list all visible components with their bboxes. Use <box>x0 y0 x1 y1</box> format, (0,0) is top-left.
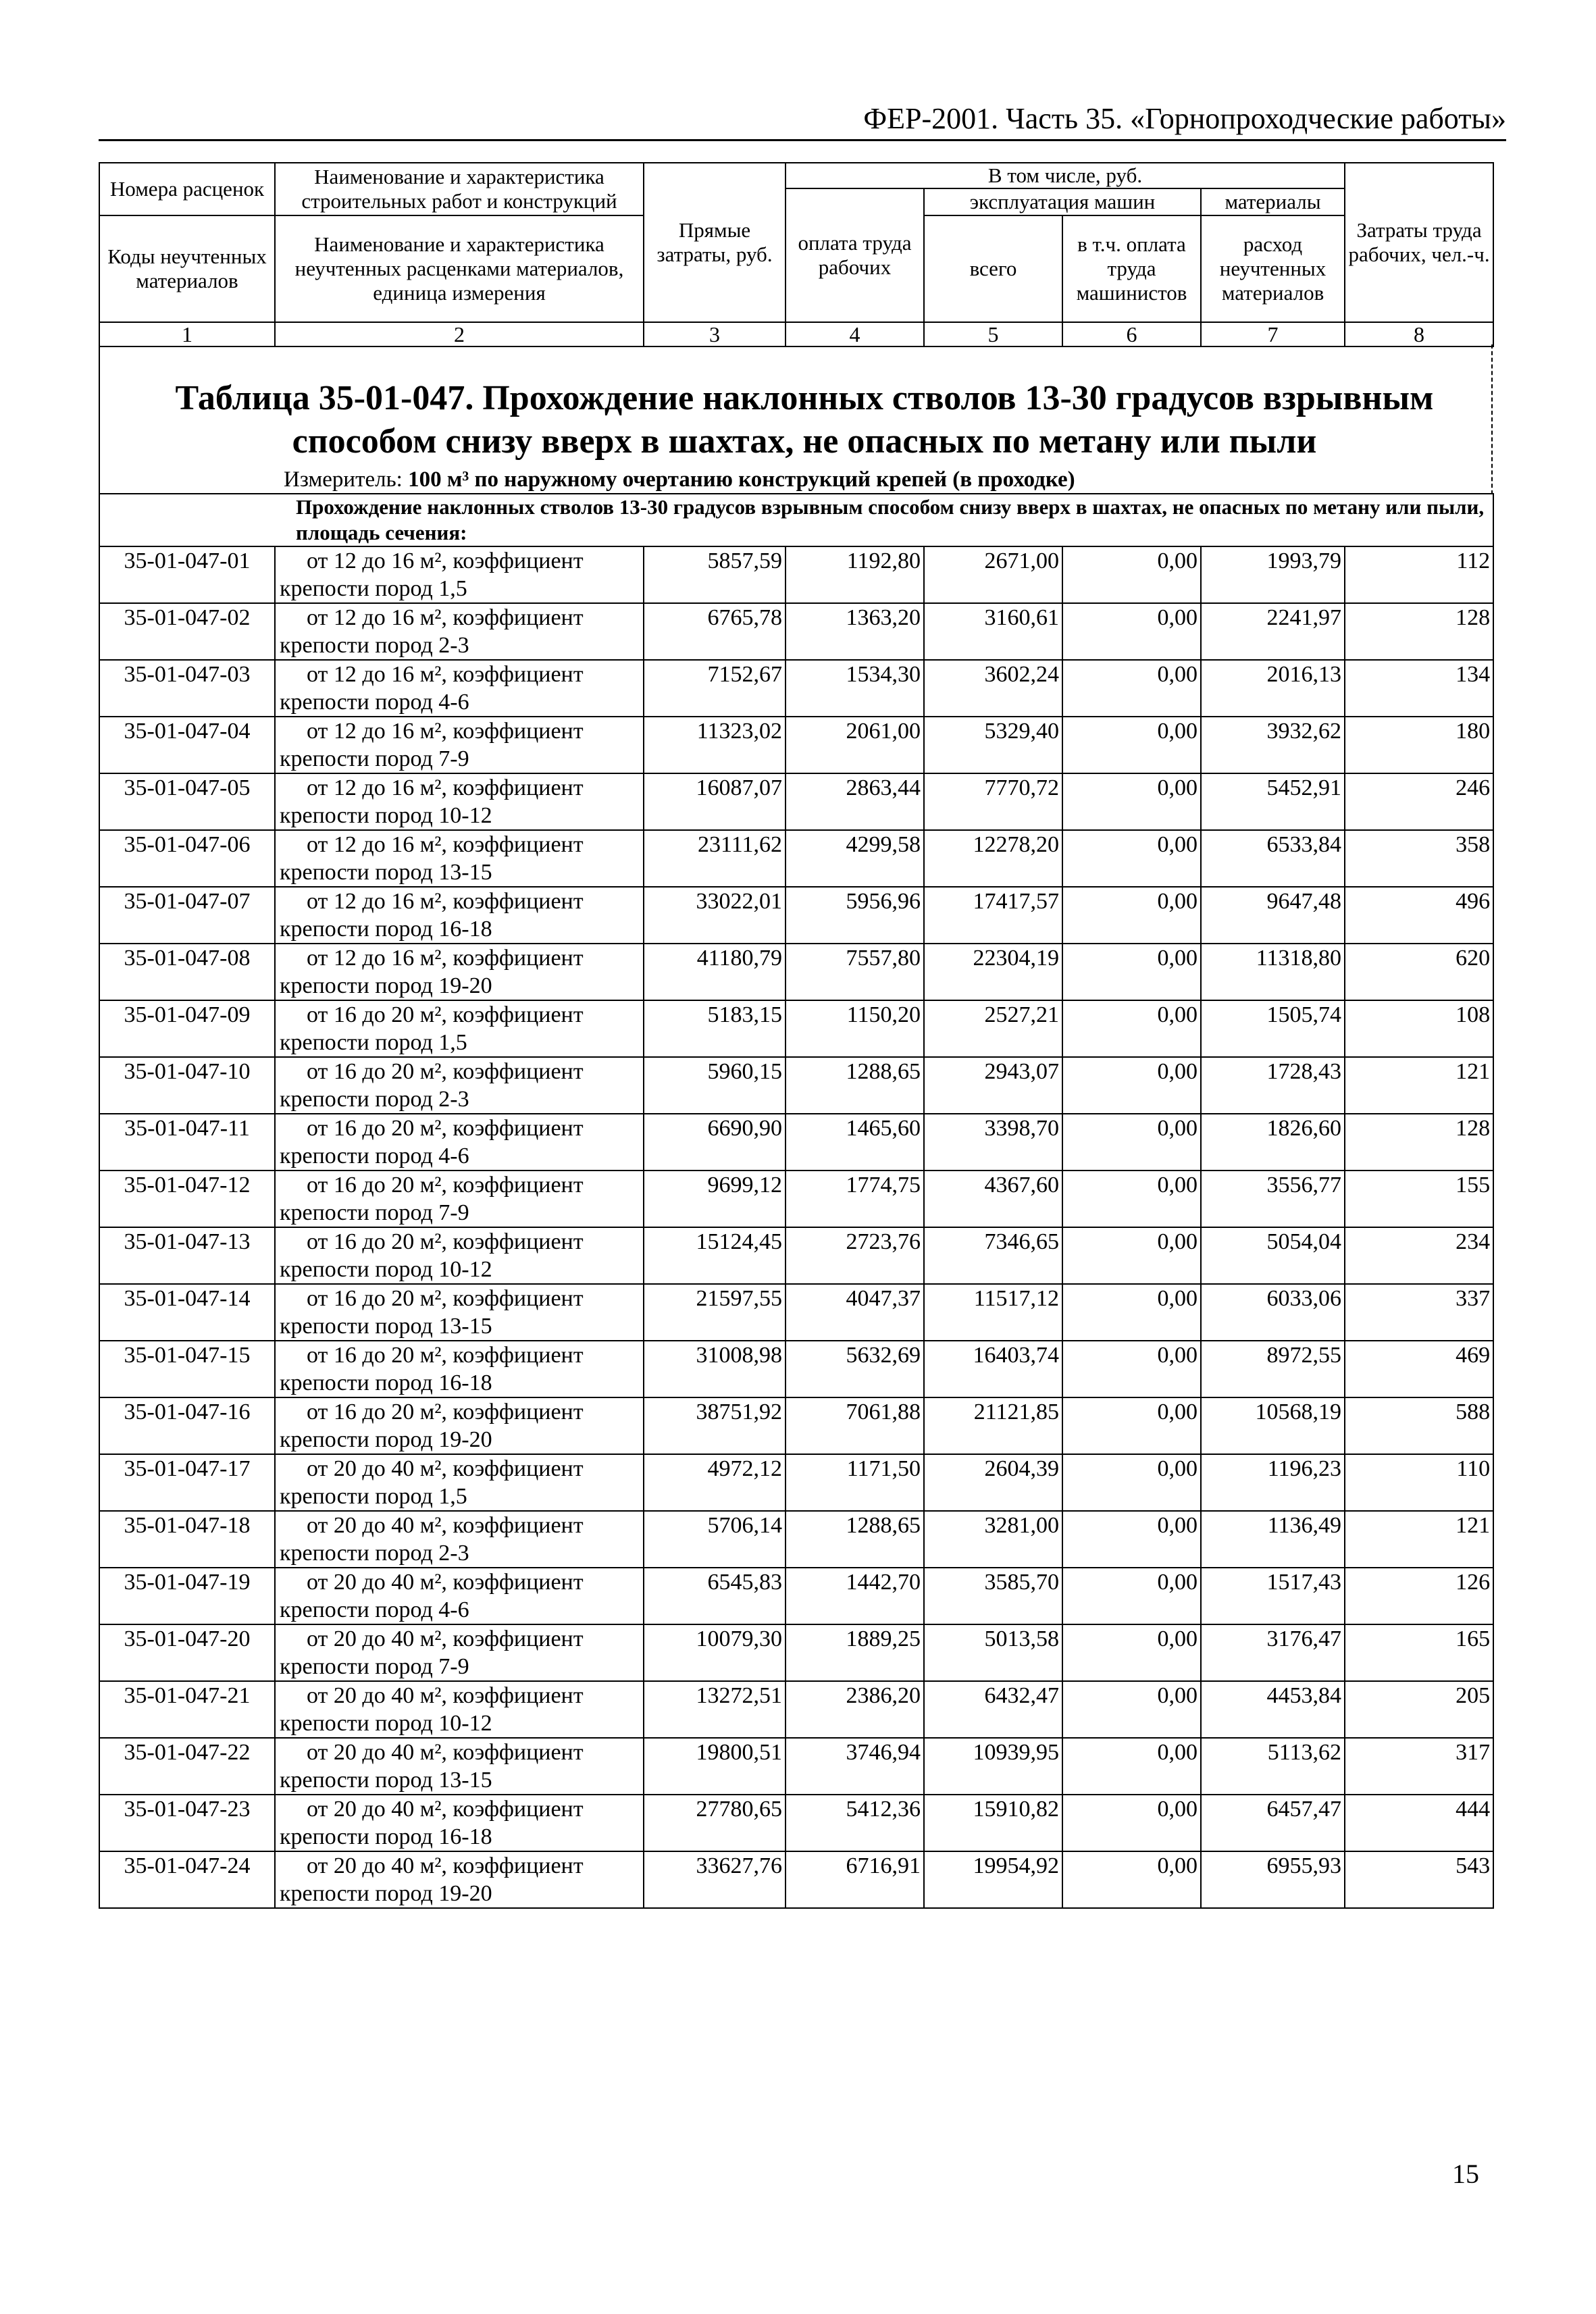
col-number: 2 <box>275 322 644 346</box>
description-line-2: крепости пород 7-9 <box>280 1200 469 1225</box>
col-number: 3 <box>644 322 786 346</box>
table-row <box>99 1341 1493 1397</box>
labor-hours-value: 620 <box>1345 944 1493 1000</box>
description-line-1: от 12 до 16 м², коэффициент <box>307 775 584 800</box>
materials-value: 5054,04 <box>1201 1227 1345 1284</box>
materials-value: 1728,43 <box>1201 1057 1345 1114</box>
rate-description <box>275 1738 644 1795</box>
labor-hours-value: 205 <box>1345 1681 1493 1738</box>
table-row <box>99 1851 1493 1908</box>
description-line-1: от 16 до 20 м², коэффициент <box>307 1059 584 1084</box>
machines-total-value: 16403,74 <box>924 1341 1062 1397</box>
table-row <box>99 660 1493 717</box>
rates-table <box>99 493 1494 1909</box>
labor-pay-value: 5632,69 <box>786 1341 924 1397</box>
header-machines-total: всего <box>924 215 1062 322</box>
description-line-1: от 16 до 20 м², коэффициент <box>307 1229 584 1254</box>
meter-line <box>284 466 1075 493</box>
materials-value: 5113,62 <box>1201 1738 1345 1795</box>
labor-hours-value: 121 <box>1345 1057 1493 1114</box>
labor-hours-value: 317 <box>1345 1738 1493 1795</box>
rate-description <box>275 1511 644 1568</box>
rate-code: 35-01-047-19 <box>99 1568 275 1624</box>
labor-hours-value: 337 <box>1345 1284 1493 1341</box>
direct-costs-value: 7152,67 <box>644 660 786 717</box>
materials-value: 10568,19 <box>1201 1397 1345 1454</box>
header-rule <box>99 139 1506 141</box>
rate-description <box>275 1171 644 1227</box>
machines-total-value: 15910,82 <box>924 1795 1062 1851</box>
labor-pay-value: 1774,75 <box>786 1171 924 1227</box>
labor-hours-value: 543 <box>1345 1851 1493 1908</box>
rate-code: 35-01-047-10 <box>99 1057 275 1114</box>
direct-costs-value: 33022,01 <box>644 887 786 944</box>
rate-description <box>275 1454 644 1511</box>
materials-value: 1196,23 <box>1201 1454 1345 1511</box>
rate-description <box>275 887 644 944</box>
materials-value: 5452,91 <box>1201 773 1345 830</box>
labor-pay-value: 1288,65 <box>786 1057 924 1114</box>
direct-costs-value: 21597,55 <box>644 1284 786 1341</box>
table-row <box>99 1681 1493 1738</box>
page-number: 15 <box>1452 2159 1479 2189</box>
rate-code: 35-01-047-20 <box>99 1624 275 1681</box>
header-material-names: Наименование и характеристика неучтенных расценками материалов, единица измерения <box>275 215 644 322</box>
labor-hours-value: 128 <box>1345 603 1493 660</box>
rate-description <box>275 1057 644 1114</box>
labor-hours-value: 108 <box>1345 1000 1493 1057</box>
rate-code: 35-01-047-14 <box>99 1284 275 1341</box>
description-line-1: от 20 до 40 м², коэффициент <box>307 1683 584 1708</box>
direct-costs-value: 11323,02 <box>644 717 786 773</box>
machinists-pay-value: 0,00 <box>1062 603 1201 660</box>
rate-description <box>275 1851 644 1908</box>
description-line-2: крепости пород 2-3 <box>280 633 469 658</box>
machinists-pay-value: 0,00 <box>1062 773 1201 830</box>
labor-pay-value: 2723,76 <box>786 1227 924 1284</box>
labor-pay-value: 1534,30 <box>786 660 924 717</box>
machinists-pay-value: 0,00 <box>1062 1681 1201 1738</box>
rate-code: 35-01-047-17 <box>99 1454 275 1511</box>
labor-hours-value: 126 <box>1345 1568 1493 1624</box>
labor-hours-value: 588 <box>1345 1397 1493 1454</box>
machinists-pay-value: 0,00 <box>1062 1114 1201 1171</box>
table-row <box>99 1171 1493 1227</box>
header-material-codes: Коды неучтенных материалов <box>99 215 275 322</box>
direct-costs-value: 5706,14 <box>644 1511 786 1568</box>
machinists-pay-value: 0,00 <box>1062 1795 1201 1851</box>
labor-pay-value: 1150,20 <box>786 1000 924 1057</box>
description-line-2: крепости пород 13-15 <box>280 1768 492 1793</box>
description-line-1: от 20 до 40 м², коэффициент <box>307 1740 584 1765</box>
machines-total-value: 2943,07 <box>924 1057 1062 1114</box>
description-line-2: крепости пород 7-9 <box>280 746 469 771</box>
rate-code: 35-01-047-24 <box>99 1851 275 1908</box>
machines-total-value: 2671,00 <box>924 546 1062 603</box>
labor-pay-value: 7557,80 <box>786 944 924 1000</box>
direct-costs-value: 33627,76 <box>644 1851 786 1908</box>
section-heading: Прохождение наклонных стволов 13-30 градусов взрывным способом снизу вверх в шахтах, не опасных по метану или пыли, площадь сечения: <box>99 494 1493 546</box>
rate-code: 35-01-047-03 <box>99 660 275 717</box>
rate-code: 35-01-047-23 <box>99 1795 275 1851</box>
materials-value: 6533,84 <box>1201 830 1345 887</box>
machines-total-value: 22304,19 <box>924 944 1062 1000</box>
table-row <box>99 1114 1493 1171</box>
direct-costs-value: 13272,51 <box>644 1681 786 1738</box>
description-line-1: от 12 до 16 м², коэффициент <box>307 946 584 971</box>
table-row <box>99 546 1493 603</box>
header-including: В том числе, руб. <box>786 163 1345 188</box>
labor-pay-value: 1363,20 <box>786 603 924 660</box>
table-row <box>99 1227 1493 1284</box>
description-line-2: крепости пород 19-20 <box>280 1427 492 1452</box>
machines-total-value: 4367,60 <box>924 1171 1062 1227</box>
header-machines: эксплуатация машин <box>924 188 1201 215</box>
description-line-2: крепости пород 16-18 <box>280 1370 492 1395</box>
header-materials-consumption: расход неучтенных материалов <box>1201 215 1345 322</box>
description-line-2: крепости пород 10-12 <box>280 803 492 828</box>
table-row <box>99 1795 1493 1851</box>
labor-hours-value: 165 <box>1345 1624 1493 1681</box>
description-line-2: крепости пород 10-12 <box>280 1257 492 1282</box>
description-line-1: от 12 до 16 м², коэффициент <box>307 889 584 914</box>
table-title: Таблица 35-01-047. Прохождение наклонных стволов 13-30 градусов взрывным способом снизу вверх в шахтах, не опасных по метану или пыли <box>175 379 1434 461</box>
description-line-2: крепости пород 2-3 <box>280 1087 469 1112</box>
materials-value: 3932,62 <box>1201 717 1345 773</box>
direct-costs-value: 19800,51 <box>644 1738 786 1795</box>
rate-description <box>275 830 644 887</box>
labor-hours-value: 110 <box>1345 1454 1493 1511</box>
table-row <box>99 773 1493 830</box>
labor-pay-value: 2386,20 <box>786 1681 924 1738</box>
machines-total-value: 19954,92 <box>924 1851 1062 1908</box>
description-line-1: от 12 до 16 м², коэффициент <box>307 719 584 744</box>
rate-code: 35-01-047-07 <box>99 887 275 944</box>
machinists-pay-value: 0,00 <box>1062 1511 1201 1568</box>
table-row <box>99 1454 1493 1511</box>
rate-description <box>275 717 644 773</box>
table-row <box>99 1057 1493 1114</box>
rate-code: 35-01-047-11 <box>99 1114 275 1171</box>
labor-hours-value: 128 <box>1345 1114 1493 1171</box>
description-line-1: от 16 до 20 м², коэффициент <box>307 1343 584 1368</box>
labor-pay-value: 5412,36 <box>786 1795 924 1851</box>
machines-total-value: 3160,61 <box>924 603 1062 660</box>
machinists-pay-value: 0,00 <box>1062 717 1201 773</box>
description-line-2: крепости пород 19-20 <box>280 1881 492 1906</box>
description-line-1: от 16 до 20 м², коэффициент <box>307 1002 584 1027</box>
description-line-1: от 16 до 20 м², коэффициент <box>307 1286 584 1311</box>
description-line-1: от 20 до 40 м², коэффициент <box>307 1570 584 1595</box>
machinists-pay-value: 0,00 <box>1062 1227 1201 1284</box>
meter-label: Измеритель: <box>284 467 403 492</box>
machinists-pay-value: 0,00 <box>1062 944 1201 1000</box>
materials-value: 1505,74 <box>1201 1000 1345 1057</box>
machinists-pay-value: 0,00 <box>1062 1454 1201 1511</box>
materials-value: 1826,60 <box>1201 1114 1345 1171</box>
rate-description <box>275 1284 644 1341</box>
materials-value: 11318,80 <box>1201 944 1345 1000</box>
machinists-pay-value: 0,00 <box>1062 1738 1201 1795</box>
machines-total-value: 21121,85 <box>924 1397 1062 1454</box>
labor-hours-value: 134 <box>1345 660 1493 717</box>
materials-value: 1136,49 <box>1201 1511 1345 1568</box>
machines-total-value: 3602,24 <box>924 660 1062 717</box>
rate-description <box>275 1624 644 1681</box>
direct-costs-value: 31008,98 <box>644 1341 786 1397</box>
labor-hours-value: 121 <box>1345 1511 1493 1568</box>
machines-total-value: 2527,21 <box>924 1000 1062 1057</box>
rate-code: 35-01-047-09 <box>99 1000 275 1057</box>
direct-costs-value: 6545,83 <box>644 1568 786 1624</box>
materials-value: 3176,47 <box>1201 1624 1345 1681</box>
machines-total-value: 5329,40 <box>924 717 1062 773</box>
machines-total-value: 3281,00 <box>924 1511 1062 1568</box>
rate-code: 35-01-047-15 <box>99 1341 275 1397</box>
direct-costs-value: 6765,78 <box>644 603 786 660</box>
labor-hours-value: 444 <box>1345 1795 1493 1851</box>
col-number: 5 <box>924 322 1062 346</box>
machinists-pay-value: 0,00 <box>1062 1568 1201 1624</box>
labor-pay-value: 1171,50 <box>786 1454 924 1511</box>
header-work-name: Наименование и характеристика строительных работ и конструкций <box>275 163 644 215</box>
rate-description <box>275 660 644 717</box>
description-line-1: от 12 до 16 м², коэффициент <box>307 548 584 573</box>
col-number: 4 <box>786 322 924 346</box>
rate-description <box>275 1397 644 1454</box>
direct-costs-value: 5183,15 <box>644 1000 786 1057</box>
table-row <box>99 1511 1493 1568</box>
machinists-pay-value: 0,00 <box>1062 1057 1201 1114</box>
labor-hours-value: 469 <box>1345 1341 1493 1397</box>
labor-hours-value: 496 <box>1345 887 1493 944</box>
machinists-pay-value: 0,00 <box>1062 546 1201 603</box>
machines-total-value: 3585,70 <box>924 1568 1062 1624</box>
description-line-1: от 20 до 40 м², коэффициент <box>307 1513 584 1538</box>
labor-pay-value: 1889,25 <box>786 1624 924 1681</box>
machinists-pay-value: 0,00 <box>1062 1171 1201 1227</box>
rate-code: 35-01-047-08 <box>99 944 275 1000</box>
header-labor-pay: оплата труда рабочих <box>786 188 924 322</box>
table-row <box>99 1568 1493 1624</box>
col-number: 7 <box>1201 322 1345 346</box>
machines-total-value: 7346,65 <box>924 1227 1062 1284</box>
materials-value: 6955,93 <box>1201 1851 1345 1908</box>
direct-costs-value: 6690,90 <box>644 1114 786 1171</box>
labor-pay-value: 7061,88 <box>786 1397 924 1454</box>
direct-costs-value: 41180,79 <box>644 944 786 1000</box>
table-row <box>99 1738 1493 1795</box>
description-line-2: крепости пород 13-15 <box>280 860 492 885</box>
description-line-2: крепости пород 16-18 <box>280 917 492 942</box>
rate-code: 35-01-047-16 <box>99 1397 275 1454</box>
labor-pay-value: 4047,37 <box>786 1284 924 1341</box>
table-row <box>99 603 1493 660</box>
rate-description <box>275 1000 644 1057</box>
rate-code: 35-01-047-21 <box>99 1681 275 1738</box>
machinists-pay-value: 0,00 <box>1062 1397 1201 1454</box>
direct-costs-value: 5857,59 <box>644 546 786 603</box>
machinists-pay-value: 0,00 <box>1062 1624 1201 1681</box>
table-row <box>99 1284 1493 1341</box>
table-row <box>99 1624 1493 1681</box>
machines-total-value: 6432,47 <box>924 1681 1062 1738</box>
description-line-2: крепости пород 1,5 <box>280 576 467 601</box>
machines-total-value: 2604,39 <box>924 1454 1062 1511</box>
labor-pay-value: 1288,65 <box>786 1511 924 1568</box>
materials-value: 2241,97 <box>1201 603 1345 660</box>
machines-total-value: 3398,70 <box>924 1114 1062 1171</box>
rate-description <box>275 603 644 660</box>
description-line-1: от 12 до 16 м², коэффициент <box>307 605 584 630</box>
description-line-2: крепости пород 4-6 <box>280 1143 469 1168</box>
rate-description <box>275 1795 644 1851</box>
rate-code: 35-01-047-18 <box>99 1511 275 1568</box>
table-row <box>99 830 1493 887</box>
description-line-2: крепости пород 13-15 <box>280 1314 492 1339</box>
direct-costs-value: 4972,12 <box>644 1454 786 1511</box>
materials-value: 6457,47 <box>1201 1795 1345 1851</box>
direct-costs-value: 27780,65 <box>644 1795 786 1851</box>
direct-costs-value: 15124,45 <box>644 1227 786 1284</box>
direct-costs-value: 10079,30 <box>644 1624 786 1681</box>
labor-hours-value: 358 <box>1345 830 1493 887</box>
description-line-1: от 12 до 16 м², коэффициент <box>307 832 584 857</box>
header-rate-numbers: Номера расценок <box>99 163 275 215</box>
col-number: 6 <box>1062 322 1201 346</box>
rate-code: 35-01-047-12 <box>99 1171 275 1227</box>
direct-costs-value: 16087,07 <box>644 773 786 830</box>
description-line-2: крепости пород 1,5 <box>280 1030 467 1055</box>
col-number: 1 <box>99 322 275 346</box>
labor-pay-value: 6716,91 <box>786 1851 924 1908</box>
rate-code: 35-01-047-04 <box>99 717 275 773</box>
machinists-pay-value: 0,00 <box>1062 1000 1201 1057</box>
machinists-pay-value: 0,00 <box>1062 660 1201 717</box>
machines-total-value: 7770,72 <box>924 773 1062 830</box>
rate-code: 35-01-047-13 <box>99 1227 275 1284</box>
machines-total-value: 11517,12 <box>924 1284 1062 1341</box>
materials-value: 6033,06 <box>1201 1284 1345 1341</box>
description-line-1: от 16 до 20 м², коэффициент <box>307 1399 584 1424</box>
running-head: ФЕР-2001. Часть 35. «Горнопроходческие работы» <box>863 102 1506 135</box>
materials-value: 1993,79 <box>1201 546 1345 603</box>
description-line-2: крепости пород 10-12 <box>280 1711 492 1736</box>
rate-code: 35-01-047-05 <box>99 773 275 830</box>
rate-code: 35-01-047-06 <box>99 830 275 887</box>
table-row <box>99 1000 1493 1057</box>
labor-pay-value: 2061,00 <box>786 717 924 773</box>
labor-pay-value: 4299,58 <box>786 830 924 887</box>
description-line-2: крепости пород 1,5 <box>280 1484 467 1509</box>
direct-costs-value: 9699,12 <box>644 1171 786 1227</box>
rate-description <box>275 944 644 1000</box>
machinists-pay-value: 0,00 <box>1062 887 1201 944</box>
machinists-pay-value: 0,00 <box>1062 830 1201 887</box>
labor-pay-value: 1465,60 <box>786 1114 924 1171</box>
direct-costs-value: 38751,92 <box>644 1397 786 1454</box>
header-machinists-pay: в т.ч. оплата труда машинистов <box>1062 215 1201 322</box>
rate-description <box>275 1681 644 1738</box>
description-line-2: крепости пород 19-20 <box>280 973 492 998</box>
rate-description <box>275 1114 644 1171</box>
materials-value: 4453,84 <box>1201 1681 1345 1738</box>
description-line-1: от 20 до 40 м², коэффициент <box>307 1853 584 1878</box>
description-line-1: от 20 до 40 м², коэффициент <box>307 1797 584 1822</box>
rate-code: 35-01-047-22 <box>99 1738 275 1795</box>
machinists-pay-value: 0,00 <box>1062 1284 1201 1341</box>
description-line-2: крепости пород 4-6 <box>280 690 469 715</box>
direct-costs-value: 23111,62 <box>644 830 786 887</box>
machines-total-value: 17417,57 <box>924 887 1062 944</box>
table-row <box>99 887 1493 944</box>
labor-pay-value: 3746,94 <box>786 1738 924 1795</box>
labor-pay-value: 1192,80 <box>786 546 924 603</box>
direct-costs-value: 5960,15 <box>644 1057 786 1114</box>
labor-hours-value: 155 <box>1345 1171 1493 1227</box>
table-row <box>99 1397 1493 1454</box>
table-row <box>99 944 1493 1000</box>
rate-description <box>275 1227 644 1284</box>
description-line-1: от 12 до 16 м², коэффициент <box>307 662 584 687</box>
rate-description <box>275 546 644 603</box>
machines-total-value: 12278,20 <box>924 830 1062 887</box>
rate-code: 35-01-047-02 <box>99 603 275 660</box>
table-row <box>99 717 1493 773</box>
description-line-2: крепости пород 4-6 <box>280 1597 469 1622</box>
description-line-1: от 16 до 20 м², коэффициент <box>307 1173 584 1198</box>
rate-description <box>275 773 644 830</box>
materials-value: 9647,48 <box>1201 887 1345 944</box>
labor-hours-value: 112 <box>1345 546 1493 603</box>
labor-pay-value: 2863,44 <box>786 773 924 830</box>
description-line-1: от 20 до 40 м², коэффициент <box>307 1626 584 1651</box>
machines-total-value: 10939,95 <box>924 1738 1062 1795</box>
description-line-2: крепости пород 7-9 <box>280 1654 469 1679</box>
column-header-table <box>99 162 1494 347</box>
rate-code: 35-01-047-01 <box>99 546 275 603</box>
materials-value: 2016,13 <box>1201 660 1345 717</box>
header-direct-costs: Прямые затраты, руб. <box>644 163 786 322</box>
header-labor-cost: Затраты труда рабочих, чел.-ч. <box>1345 163 1493 322</box>
materials-value: 1517,43 <box>1201 1568 1345 1624</box>
description-line-1: от 16 до 20 м², коэффициент <box>307 1116 584 1141</box>
labor-pay-value: 5956,96 <box>786 887 924 944</box>
description-line-2: крепости пород 2-3 <box>280 1541 469 1566</box>
machines-total-value: 5013,58 <box>924 1624 1062 1681</box>
header-materials: материалы <box>1201 188 1345 215</box>
labor-hours-value: 234 <box>1345 1227 1493 1284</box>
description-line-2: крепости пород 16-18 <box>280 1824 492 1849</box>
rate-description <box>275 1568 644 1624</box>
materials-value: 8972,55 <box>1201 1341 1345 1397</box>
labor-hours-value: 246 <box>1345 773 1493 830</box>
labor-hours-value: 180 <box>1345 717 1493 773</box>
rate-description <box>275 1341 644 1397</box>
machinists-pay-value: 0,00 <box>1062 1851 1201 1908</box>
labor-pay-value: 1442,70 <box>786 1568 924 1624</box>
materials-value: 3556,77 <box>1201 1171 1345 1227</box>
description-line-1: от 20 до 40 м², коэффициент <box>307 1456 584 1481</box>
col-number: 8 <box>1345 322 1493 346</box>
meter-value: 100 м³ по наружному очертанию конструкций крепей (в проходке) <box>408 467 1075 492</box>
machinists-pay-value: 0,00 <box>1062 1341 1201 1397</box>
